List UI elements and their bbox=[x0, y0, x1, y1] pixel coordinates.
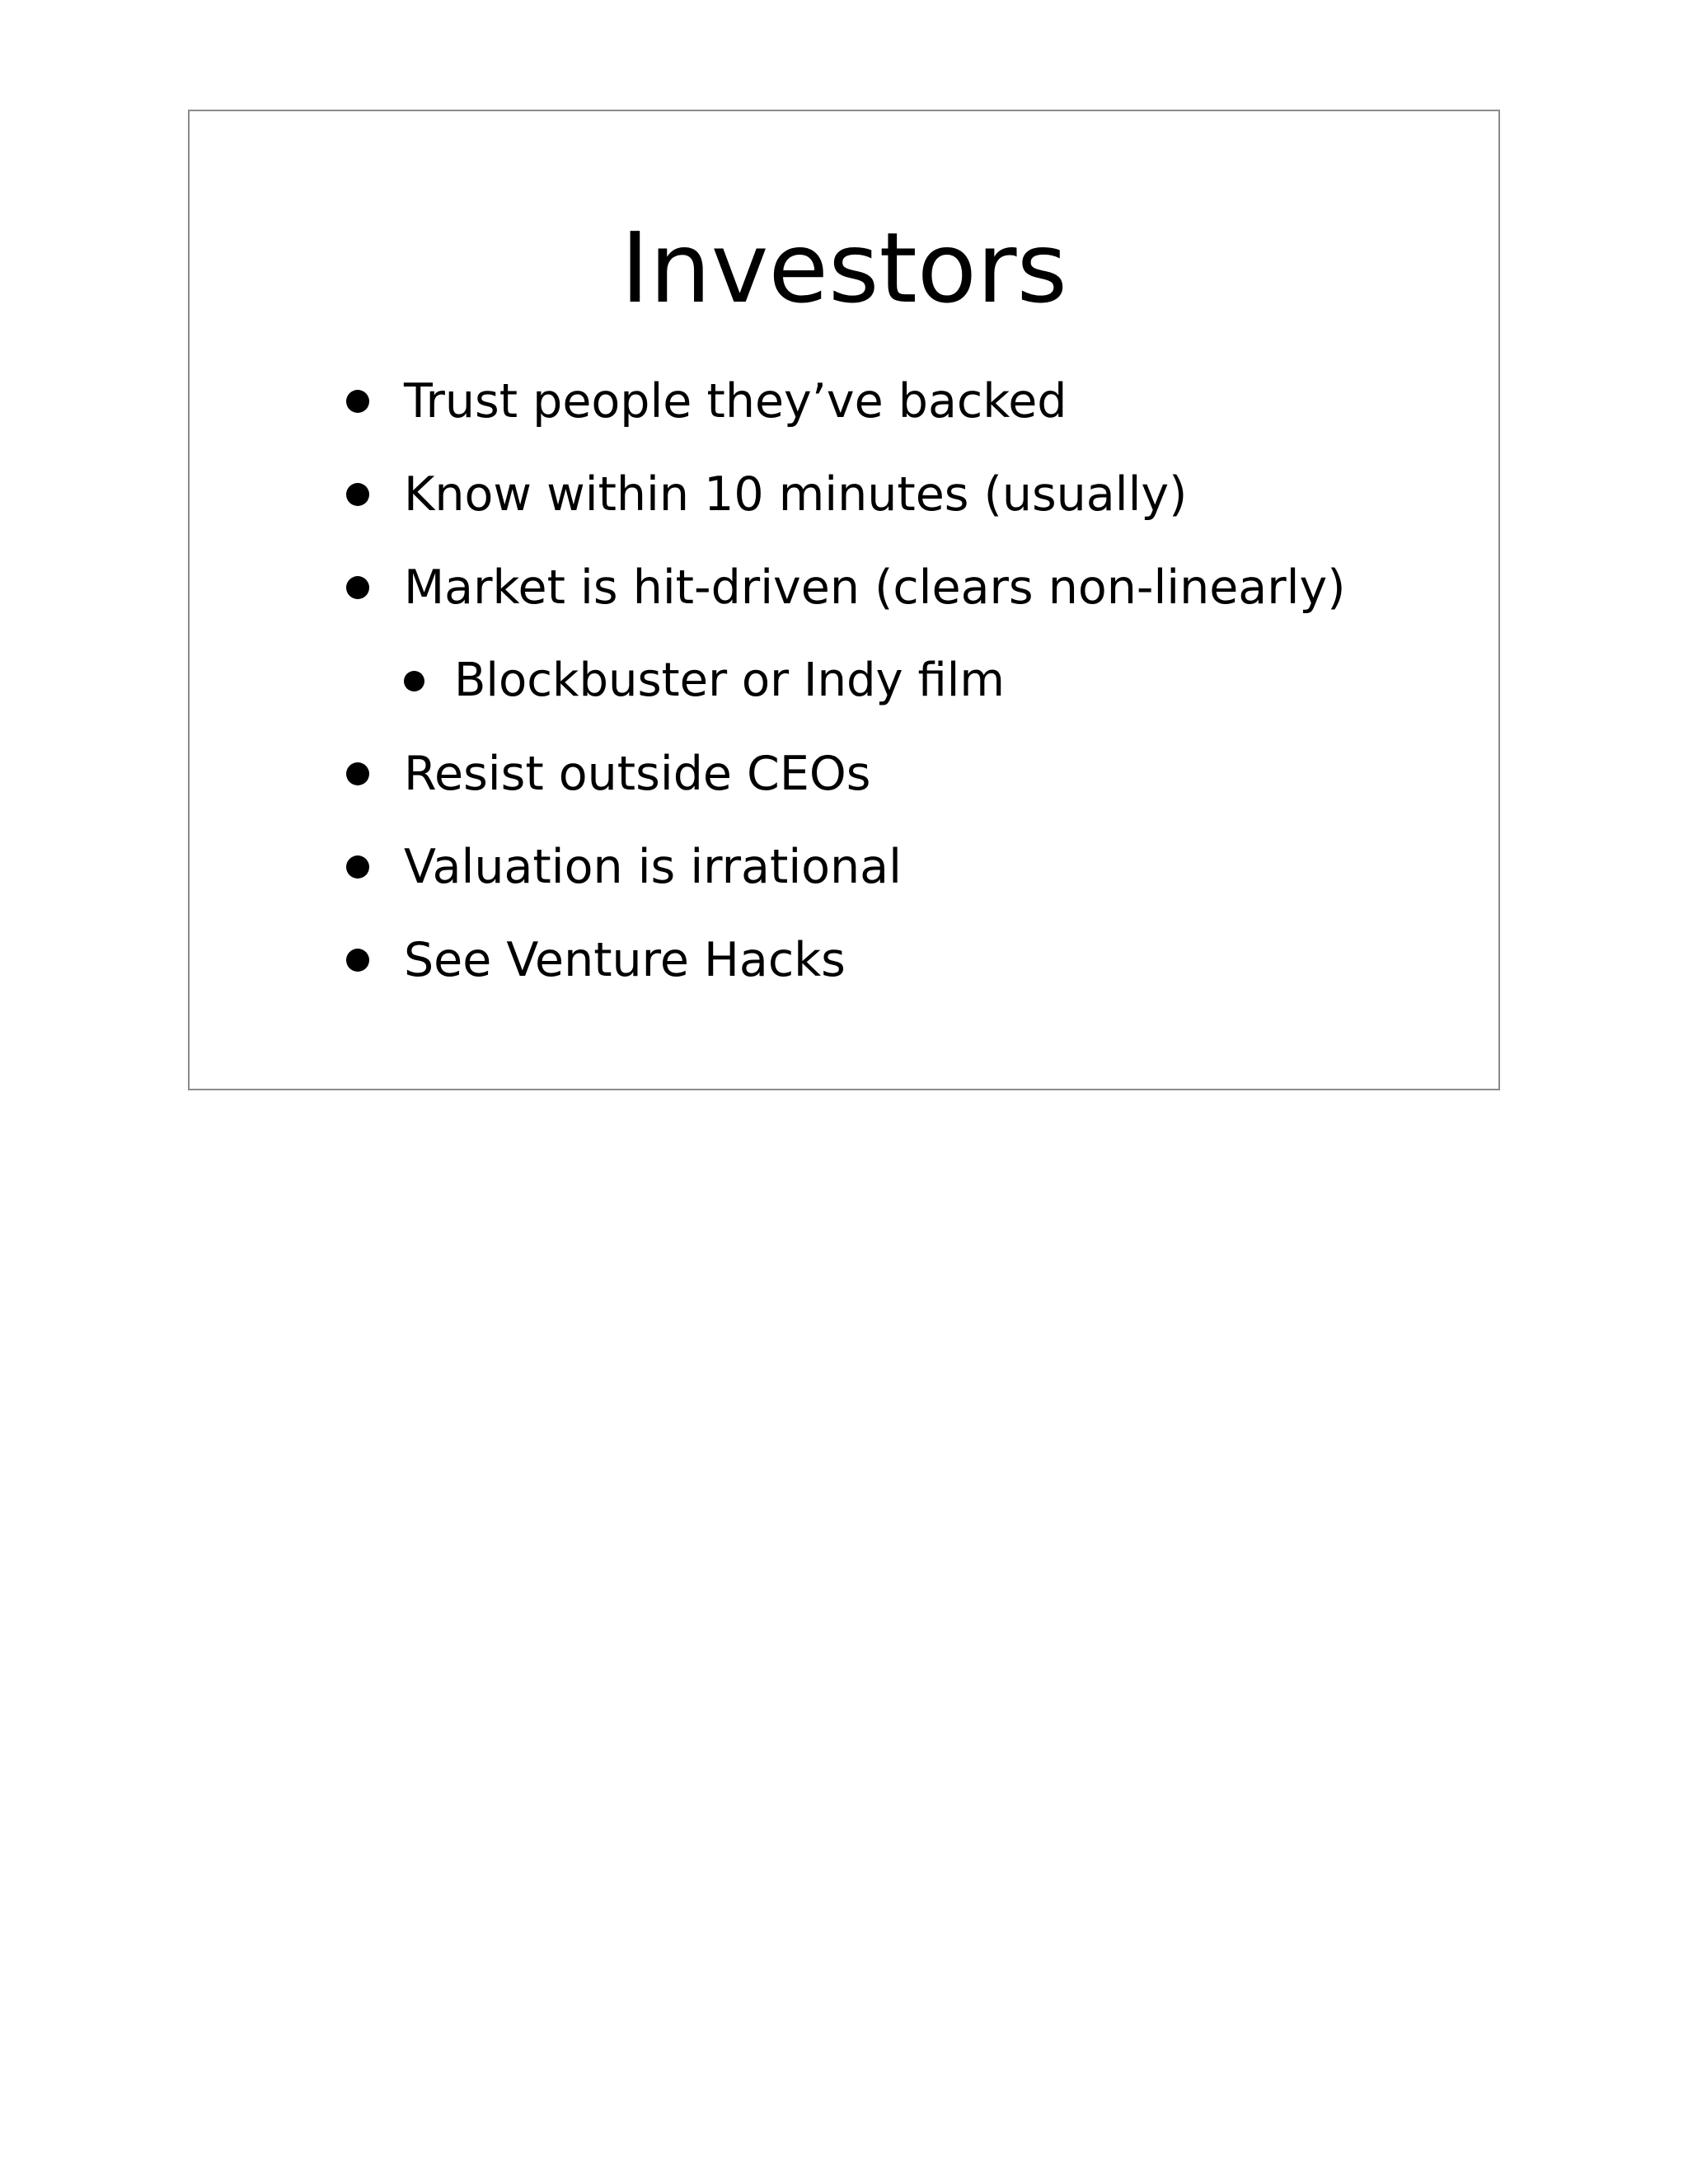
bullet-item bbox=[346, 368, 1067, 434]
bullet-text: Valuation is irrational bbox=[404, 840, 902, 894]
bullet-icon bbox=[346, 576, 369, 599]
bullet-text: See Venture Hacks bbox=[404, 933, 846, 987]
bullet-item bbox=[346, 927, 846, 993]
bullet-icon bbox=[346, 762, 369, 785]
bullet-icon bbox=[346, 483, 369, 506]
bullet-text: Trust people they’ve backed bbox=[404, 374, 1067, 429]
bullet-icon bbox=[346, 390, 369, 413]
sub-bullet-text: Blockbuster or Indy film bbox=[454, 654, 1005, 707]
sub-bullet-item bbox=[404, 648, 1005, 714]
bullet-item bbox=[346, 741, 870, 807]
bullet-text: Market is hit-driven (clears non-linearly) bbox=[404, 560, 1346, 615]
bullet-icon bbox=[404, 671, 424, 691]
bullet-text: Know within 10 minutes (usually) bbox=[404, 467, 1188, 522]
bullet-item bbox=[346, 462, 1187, 527]
bullet-item bbox=[346, 555, 1345, 621]
bullet-icon bbox=[346, 855, 369, 879]
slide-title: Investors bbox=[621, 211, 1067, 325]
bullet-text: Resist outside CEOs bbox=[404, 747, 871, 801]
bullet-item bbox=[346, 834, 902, 900]
slide-frame bbox=[188, 110, 1500, 1090]
bullet-icon bbox=[346, 949, 369, 972]
